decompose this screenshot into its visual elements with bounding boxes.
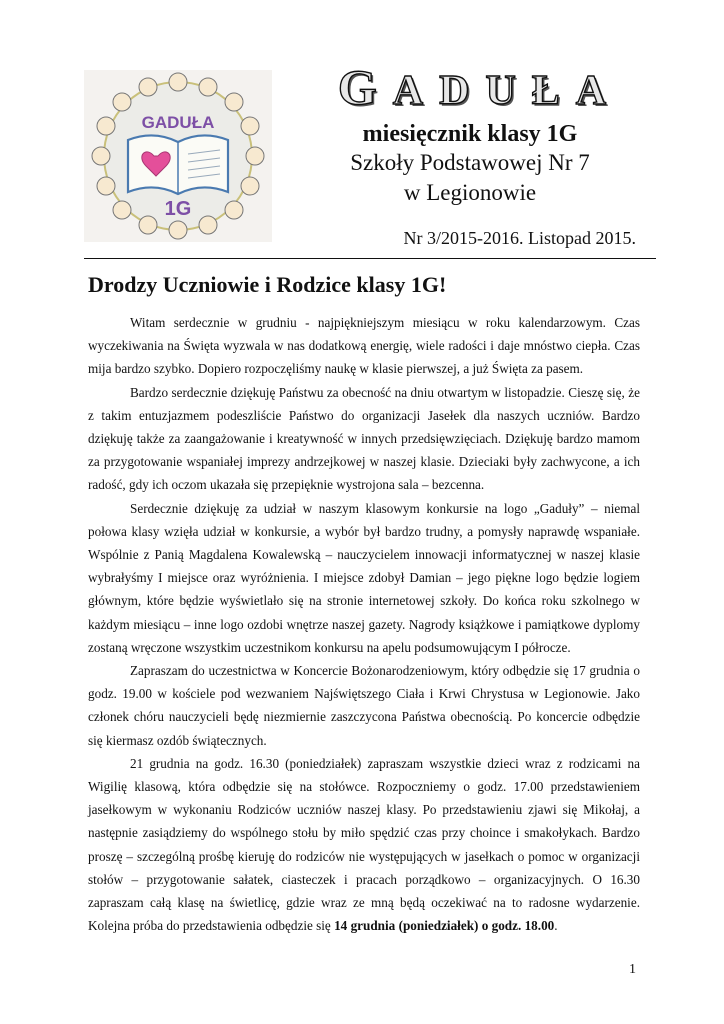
paragraph: Serdecznie dziękuję za udział w naszym klasowym konkursie na logo „Gaduły” – niemal połowa klasy wzięła udział w konkursie, a wybór był bardzo trudny, a pomysły naprawdę wspaniałe. Wspólnie z Panią Magdalena Kowalewską – nauczycielem innowacji informatycznej w naszej klasie wybrałyśmy I miejsce oraz wyróżnienia. I miejsce zdobył Damian – jego piękne logo będzie logiem głównym, które będzie wyświetlało się na stronie internetowej szkoły. Do końca roku szkolnego w każdym miesiącu – inne logo ozdobi wnętrze naszej gazety. Nagrody książkowe i pamiątkowe dyplomy zostaną wręczone wszystkim uczestnikom konkursu na apelu podsumowującym I półrocze. (88, 500, 640, 655)
title-first-letter: G (337, 59, 393, 115)
paragraph: Bardzo serdecznie dziękuję Państwu za obecność na dniu otwartym w listopadzie. Cieszę się, że z takim entuzjazmem podeszliście Państwo do organizacji Jasełek dla naszych uczniów. Bardzo dziękuję także za zaangażowanie i kreatywność w innych przedsięwzięciach. Dziękuję bardzo mamom za przygotowanie wspaniałej imprezy andrzejkowej w naszej klasie. Dzieciaki były zachwycone, a ich radość, gdy ich oczom ukazała się przepięknie wystrojona sala – bezcenna. (88, 384, 640, 493)
school-location: w Legionowie (403, 180, 537, 205)
paragraph-text: 21 grudnia na godz. 16.30 (poniedziałek) zapraszam wszystkie dzieci wraz z rodzicami na Wigilię klasową, która odbędzie się na stołówce. Rozpoczniemy o godz. 17.00 przedstawieniem jasełkowym w wykonaniu Rodziców uczniów naszej klasy. Po przedstawieniu zjawi się Mikołaj, a następnie zasiądziemy do wspólnego stołu by miło spędzić czas przy choince i smakołykach. Bardzo proszę – szczególną prośbę kieruję do rodziców nie występujących w jasełkach o pomoc w organizacji stołów – przygotowanie sałatek, ciasteczek i pracach porządkowo – organizacyjnych. O 16.30 zapraszam całą klasę na świetlicę, gdzie wraz ze mną będą oczekiwać na to radosne wydarzenie. (88, 755, 640, 911)
logo-class-text: 1G (164, 198, 192, 220)
rehearsal-date: 14 grudnia (poniedziałek) o godz. 18.00 (334, 918, 555, 934)
title-rest: ADUŁA (392, 68, 623, 114)
paragraph-text: Kolejna próba do przedstawienia odbędzie się (88, 918, 335, 934)
newsletter-title (300, 59, 640, 116)
article-heading: Drodzy Uczniowie i Rodzice klasy 1G! (88, 272, 447, 297)
header-divider (84, 258, 656, 259)
masthead (300, 59, 640, 208)
logo-title-text: GADUŁA (141, 113, 215, 132)
paragraph: Zapraszam do uczestnictwa w Koncercie Bożonarodzeniowym, który odbędzie się 17 grudnia o godz. 19.00 w kościele pod wezwaniem Najświętszego Ciała i Krwi Chrystusa w Legionowie. Jako członek chóru nauczycieli będę niezmiernie zaszczycona Państwa obecnością. Po koncercie odbędzie się kiermasz ozdób świątecznych. (88, 663, 640, 748)
paragraph-text: . (554, 918, 558, 934)
school-name: Szkoły Podstawowej Nr 7 (350, 150, 590, 175)
book-with-heart-logo-icon (84, 70, 272, 242)
page-number: 1 (629, 962, 636, 977)
paragraph (88, 752, 640, 938)
issue-number: Nr 3/2015-2016. Listopad 2015. (403, 228, 636, 248)
paragraph: Witam serdecznie w grudniu - najpiękniejszym miesiącu w roku kalendarzowym. Czas wyczekiwania na Święta wyzwala w nas dodatkową energię, wiele radości i daje mnóstwo ciepła. Czas mija bardzo szybko. Dopiero rozpoczęliśmy naukę w klasie pierwszej, a już Święta za pasem. (88, 315, 640, 377)
article-body (88, 311, 640, 937)
newsletter-subtitle: miesięcznik klasy 1G (362, 121, 578, 147)
newsletter-logo (84, 70, 272, 242)
